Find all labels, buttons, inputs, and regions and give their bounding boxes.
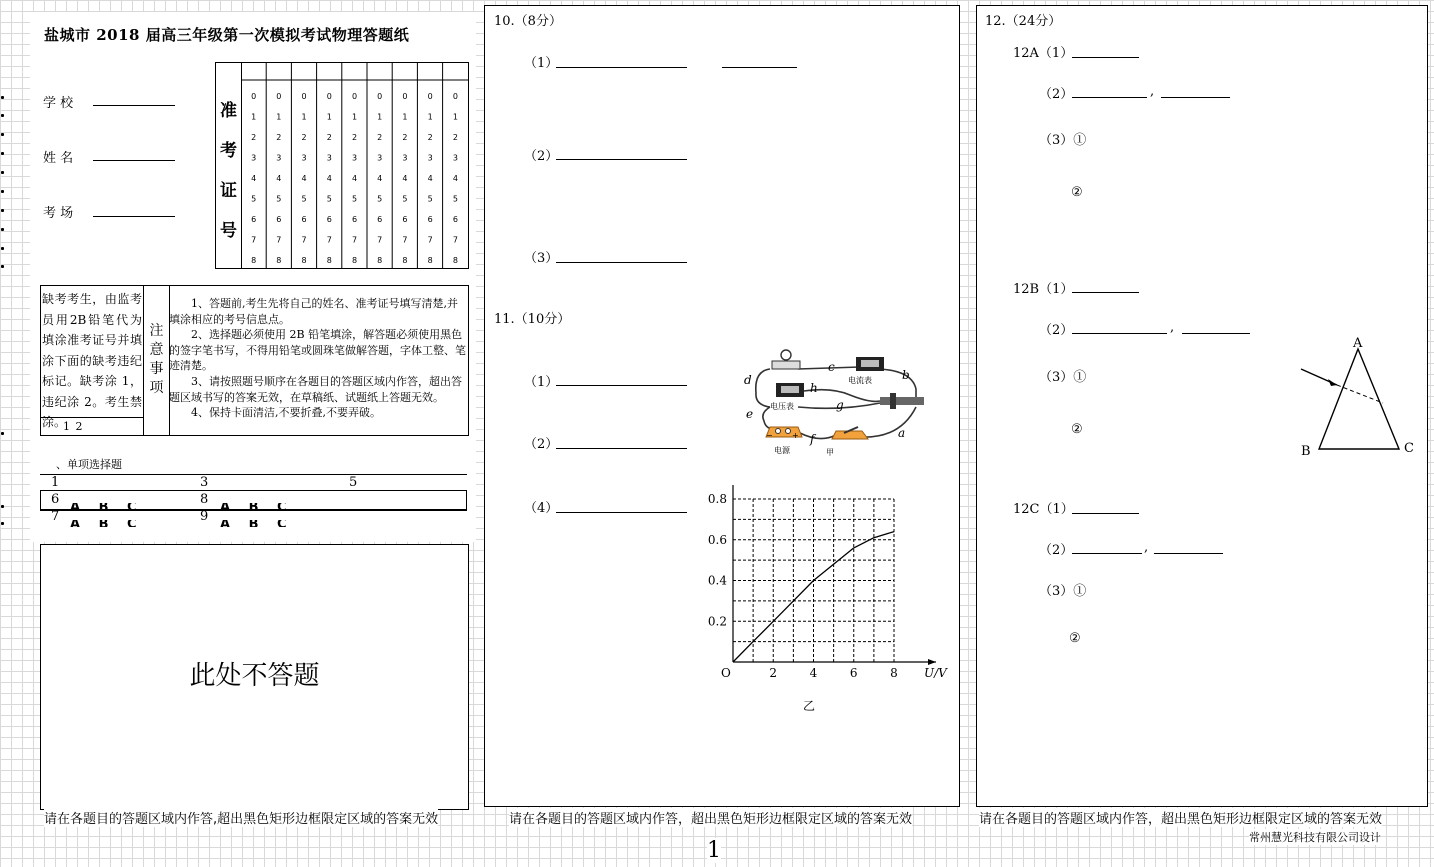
- notice-items: [169, 296, 467, 421]
- q10-part2-field[interactable]: [556, 159, 687, 160]
- exam-id-bubble: 2: [301, 133, 307, 142]
- exam-id-bubble: 8: [377, 256, 383, 265]
- exam-id-bubble: 3: [276, 153, 282, 163]
- exam-id-bubble: 7: [276, 235, 282, 245]
- choice-section-title: 、单项选择题: [56, 458, 122, 471]
- ammeter-icon: [856, 357, 884, 371]
- q10-part1-field2[interactable]: [722, 67, 797, 68]
- circuit-letter: d: [744, 373, 752, 387]
- exam-id-bubble: 6: [251, 215, 257, 224]
- school-label: 学 校: [43, 96, 74, 111]
- name-label: 姓 名: [43, 151, 74, 166]
- x-tick-label: 8: [890, 666, 898, 680]
- margin-dot: [1, 265, 4, 268]
- exam-id-bubble: 6: [427, 215, 433, 224]
- exam-id-bubble: 0: [276, 92, 282, 101]
- exam-id-bubble: 6: [377, 215, 383, 224]
- notice-label: [143, 286, 170, 435]
- q12a-comma: ,: [1150, 84, 1155, 99]
- exam-id-bubble: 5: [452, 194, 458, 204]
- exam-id-bubble: 0: [427, 92, 433, 101]
- circuit-letter: a: [898, 426, 906, 440]
- q12c-part1-field[interactable]: [1072, 513, 1139, 514]
- exam-id-bubble: 4: [377, 174, 383, 183]
- page-number: 1: [707, 838, 721, 863]
- battery-minus: −: [766, 431, 773, 440]
- q12b-part3-circle2: ②: [1071, 422, 1083, 437]
- exam-id-bubble: 4: [276, 174, 282, 183]
- q12c-part3-circle2: ②: [1069, 631, 1081, 646]
- q11-part4-label: （4）: [524, 501, 559, 516]
- exam-id-char: 考: [220, 141, 237, 161]
- margin-dot: [1, 247, 4, 250]
- exam-id-bubble: 4: [301, 174, 307, 183]
- iu-chart: [700, 484, 950, 714]
- exam-id-box: [215, 62, 469, 269]
- absent-instructions: 缺考考生，由监考员用2B铅笔代为填涂准考证号并填涂下面的缺考违纪标记。缺考涂 1，违纪涂 2。考生禁涂。: [42, 292, 142, 429]
- choice-number: 7: [51, 509, 60, 524]
- origin-label: O: [721, 666, 731, 680]
- q12b-part1-label: 12B（1）: [1013, 282, 1074, 297]
- exam-id-bubble: 3: [326, 153, 332, 163]
- exam-id-bubble: 2: [452, 133, 458, 142]
- margin-dot: [1, 432, 4, 435]
- q10-part3-field[interactable]: [556, 262, 687, 263]
- exam-id-bubble: 5: [427, 194, 433, 204]
- exam-id-bubble: 8: [452, 256, 458, 265]
- exam-id-char: 准: [220, 101, 237, 121]
- choice-number: 1: [51, 475, 60, 490]
- wire-f: [800, 433, 836, 439]
- footer-warning-right: 请在各题目的答题区域内作答，超出黑色矩形边框限定区域的答案无效: [979, 808, 1382, 827]
- x-tick-label: 4: [809, 666, 818, 680]
- exam-id-bubble: 7: [301, 235, 307, 245]
- exam-id-bubble: 3: [377, 153, 383, 163]
- circuit-letter: h: [810, 381, 818, 395]
- q12c-comma: ,: [1144, 540, 1149, 555]
- exam-id-bubble: 5: [377, 194, 383, 204]
- exam-id-bubble: 5: [251, 194, 257, 204]
- exam-id-bubble: 2: [427, 133, 433, 142]
- choice-number: 8: [200, 492, 209, 507]
- x-axis-label: U/V: [924, 666, 947, 680]
- exam-id-bubble: 5: [301, 194, 307, 204]
- q12a-part1-label: 12A（1）: [1013, 46, 1074, 61]
- q11-title: 11.（10分）: [494, 312, 571, 327]
- exam-id-bubble: 4: [251, 174, 257, 183]
- notice-item: 3、请按照题号顺序在各题目的答题区域内作答，超出答题区域书写的答案无效，在草稿纸、试题纸上答题无效。: [169, 374, 462, 404]
- exam-id-bubble: 7: [377, 235, 383, 245]
- exam-id-bubble: 0: [402, 92, 408, 101]
- q11-part1-field[interactable]: [556, 385, 687, 386]
- prism-vertex-label: B: [1301, 444, 1311, 459]
- exam-id-bubble: 4: [326, 174, 332, 183]
- source-label: 电源: [774, 446, 790, 455]
- designer-credit: 常州慧光科技有限公司设计: [1249, 831, 1381, 844]
- exam-id-bubble: 0: [351, 92, 358, 101]
- exam-id-bubble: 6: [326, 215, 332, 224]
- q10-part1-field[interactable]: [556, 67, 687, 68]
- exam-id-bubble: 4: [452, 174, 458, 183]
- exam-id-bubble: 8: [351, 256, 358, 265]
- exam-id-bubble: 1: [276, 112, 282, 122]
- q11-part2-label: （2）: [524, 437, 559, 452]
- school-field[interactable]: [93, 105, 175, 106]
- notice-item: 4、保持卡面清洁,不要折叠,不要弄破。: [191, 406, 381, 420]
- exam-id-bubble: 1: [326, 112, 332, 122]
- q10-part3-label: （3）: [524, 251, 559, 266]
- choice-table[interactable]: [40, 474, 467, 527]
- exam-id-bubble: 1: [351, 112, 358, 122]
- absent-mark-row[interactable]: [41, 417, 143, 433]
- q12a-part3-circle2: ②: [1071, 185, 1083, 200]
- margin-dot: [1, 505, 4, 508]
- notice-box: [40, 285, 469, 436]
- q12b-comma: ,: [1170, 320, 1175, 335]
- q12c-part3-label: （3）①: [1039, 584, 1087, 599]
- q12a-part2-field2[interactable]: [1161, 97, 1230, 98]
- exam-id-bubble: 1: [251, 112, 257, 122]
- exam-id-bubble: 3: [351, 153, 358, 163]
- notice-char: 事: [149, 361, 164, 377]
- exam-id-bubble: 2: [377, 133, 383, 142]
- exam-id-bubble: 8: [251, 256, 257, 265]
- exam-id-bubble: 6: [402, 215, 408, 224]
- notice-item: 2、选择题必须使用 2B 铅笔填涂，解答题必须使用黑色的签字笔书写，不得用铅笔或圆珠笔做解答题，字体工整、笔迹清楚。: [169, 328, 466, 373]
- no-answer-box: [40, 544, 469, 810]
- q10-title: 10.（8分）: [494, 14, 562, 29]
- absent-mark-options: 1 2: [63, 420, 84, 433]
- circuit-letter: b: [902, 368, 910, 382]
- choice-number: 9: [200, 509, 209, 524]
- choice-number: 5: [349, 475, 358, 490]
- circuit-letter: e: [746, 407, 754, 421]
- exam-id-bubble: 8: [427, 256, 433, 265]
- circuit-diagram: [740, 347, 930, 462]
- q10-part2-label: （2）: [524, 149, 559, 164]
- choice-number: 3: [200, 475, 209, 490]
- exam-id-bubble: 4: [402, 174, 408, 183]
- circuit-letter: f: [810, 432, 815, 446]
- q12c-part2-field1[interactable]: [1072, 553, 1142, 554]
- exam-id-bubble: 8: [326, 256, 332, 265]
- exam-id-bubble: 0: [452, 92, 458, 101]
- name-field[interactable]: [93, 160, 175, 161]
- circuit-caption: 甲: [826, 448, 834, 457]
- voltmeter-icon: [776, 383, 804, 397]
- exam-id-bubble: 7: [351, 235, 358, 245]
- prism-vertex-label: A: [1353, 336, 1363, 351]
- exam-id-bubble: 8: [276, 256, 282, 265]
- q11-part4-field[interactable]: [556, 512, 687, 513]
- q12a-part1-field[interactable]: [1072, 57, 1139, 58]
- exam-id-bubble: 3: [402, 153, 408, 163]
- footer-warning-left: 请在各题目的答题区域内作答,超出黑色矩形边框限定区域的答案无效: [44, 808, 438, 827]
- exam-id-bubble: 5: [351, 194, 358, 204]
- switch-icon: [832, 427, 868, 439]
- wire-d: [756, 369, 770, 407]
- exam-id-bubble: 2: [402, 133, 408, 142]
- exam-id-bubble: 0: [326, 92, 332, 101]
- exam-id-bubble: 0: [377, 92, 383, 101]
- circuit-letter: g: [836, 398, 844, 412]
- y-tick-label: 0.6: [707, 532, 727, 547]
- margin-dot: [1, 209, 4, 212]
- exam-id-bubble: 0: [251, 92, 257, 101]
- exam-id-bubble: 8: [301, 256, 307, 265]
- y-tick-label: 0.2: [707, 614, 727, 629]
- exam-id-bubble: 7: [452, 235, 458, 245]
- exam-id-bubble: 5: [402, 194, 408, 204]
- q11-part1-label: （1）: [524, 375, 559, 390]
- choice-options-clipped: [70, 503, 145, 510]
- q12a-part2-field1[interactable]: [1072, 97, 1147, 98]
- margin-dot: [1, 152, 4, 155]
- bulb-icon: [772, 350, 800, 369]
- exam-id-bubble: 5: [276, 194, 282, 204]
- ammeter-label: 电流表: [848, 376, 872, 385]
- exam-id-label: [216, 63, 242, 268]
- q12c-part2-field2[interactable]: [1154, 553, 1223, 554]
- q12b-part3-label: （3）①: [1039, 370, 1087, 385]
- wire-a: [860, 407, 916, 437]
- margin-dot: [1, 114, 4, 117]
- no-answer-text: 此处不答题: [189, 661, 320, 691]
- circuit-letter: c: [828, 360, 835, 374]
- page-title: 盐城市 2018 届高三年级第一次模拟考试物理答题纸: [44, 26, 410, 44]
- notice-char: 项: [149, 380, 164, 396]
- exam-id-bubble: 7: [251, 235, 257, 245]
- chart-caption: 乙: [803, 699, 816, 713]
- q12a-part2-label: （2）: [1039, 87, 1074, 102]
- exam-id-bubble: 6: [351, 215, 358, 224]
- margin-dot: [1, 228, 4, 231]
- exam-id-bubble: 3: [301, 153, 307, 163]
- exam-id-bubble-grid[interactable]: [241, 63, 468, 268]
- q12a-part3-label: （3）①: [1039, 133, 1087, 148]
- margin-dot: [1, 96, 4, 99]
- q11-part2-field[interactable]: [556, 448, 687, 449]
- exam-id-bubble: 1: [377, 112, 383, 122]
- prism-diagram: [1295, 333, 1425, 463]
- exam-id-char: 证: [220, 181, 237, 201]
- notice-char: 注: [149, 323, 164, 339]
- exam-id-bubble: 2: [276, 133, 282, 142]
- exam-id-bubble: 6: [301, 215, 307, 224]
- exam-id-bubble: 8: [402, 256, 408, 265]
- y-tick-label: 0.4: [707, 573, 727, 588]
- q12b-part2-label: （2）: [1039, 323, 1074, 338]
- exam-id-bubble: 2: [251, 133, 257, 142]
- exam-id-bubble: 1: [427, 112, 433, 122]
- choice-options-clipped: [70, 520, 145, 527]
- exam-id-bubble: 3: [452, 153, 458, 163]
- exam-id-bubble: 1: [452, 112, 458, 122]
- notice-item: 1、答题前,考生先将自己的姓名、准考证号填写清楚,并填涂相应的考号信息点。: [169, 297, 458, 326]
- wire-b: [880, 369, 916, 401]
- q12c-part1-label: 12C（1）: [1013, 502, 1074, 517]
- exam-id-bubble: 0: [301, 92, 307, 101]
- exam-id-bubble: 1: [402, 112, 408, 122]
- exam-id-bubble: 2: [326, 133, 332, 142]
- y-tick-label: 0.8: [707, 492, 727, 506]
- choice-number: 6: [51, 492, 60, 507]
- room-field[interactable]: [93, 216, 175, 217]
- exam-id-bubble: 3: [251, 153, 257, 163]
- q12c-part2-label: （2）: [1039, 543, 1074, 558]
- q12b-part2-field1[interactable]: [1072, 333, 1167, 334]
- prism-vertex-label: C: [1404, 441, 1414, 456]
- exam-id-bubble: 1: [301, 112, 307, 122]
- choice-options-clipped: [220, 503, 295, 510]
- rheostat-icon: [880, 393, 924, 409]
- footer-warning-middle: 请在各题目的答题区域内作答，超出黑色矩形边框限定区域的答案无效: [509, 808, 912, 827]
- exam-id-bubble: 6: [276, 215, 282, 224]
- exam-id-bubble: 4: [427, 174, 433, 183]
- margin-dot: [1, 171, 4, 174]
- margin-dot: [1, 133, 4, 136]
- choice-options-clipped: [220, 520, 295, 527]
- exam-id-bubble: 6: [452, 215, 458, 224]
- notice-char: 意: [149, 342, 164, 358]
- q12-title: 12.（24分）: [985, 14, 1062, 29]
- battery-plus: +: [792, 431, 799, 440]
- exam-id-bubble: 5: [326, 194, 332, 204]
- margin-dot: [1, 190, 4, 193]
- x-axis-arrow: [928, 659, 936, 665]
- exam-id-char: 号: [220, 221, 237, 241]
- margin-dot: [1, 522, 4, 525]
- exam-id-bubble: 7: [427, 235, 433, 245]
- exam-id-bubble: 4: [351, 174, 358, 183]
- exam-id-bubble: 3: [427, 153, 433, 163]
- q12b-part2-field2[interactable]: [1182, 333, 1250, 334]
- x-tick-label: 6: [849, 666, 858, 680]
- x-tick-label: 2: [769, 666, 778, 680]
- q12b-part1-field[interactable]: [1072, 292, 1139, 293]
- exam-id-bubble: 7: [402, 235, 408, 245]
- exam-id-bubble: 2: [351, 133, 358, 142]
- q10-part1-label: （1）: [524, 56, 559, 71]
- room-label: 考 场: [43, 206, 74, 221]
- exam-id-bubble: 7: [326, 235, 332, 245]
- voltmeter-label: 电压表: [770, 402, 794, 411]
